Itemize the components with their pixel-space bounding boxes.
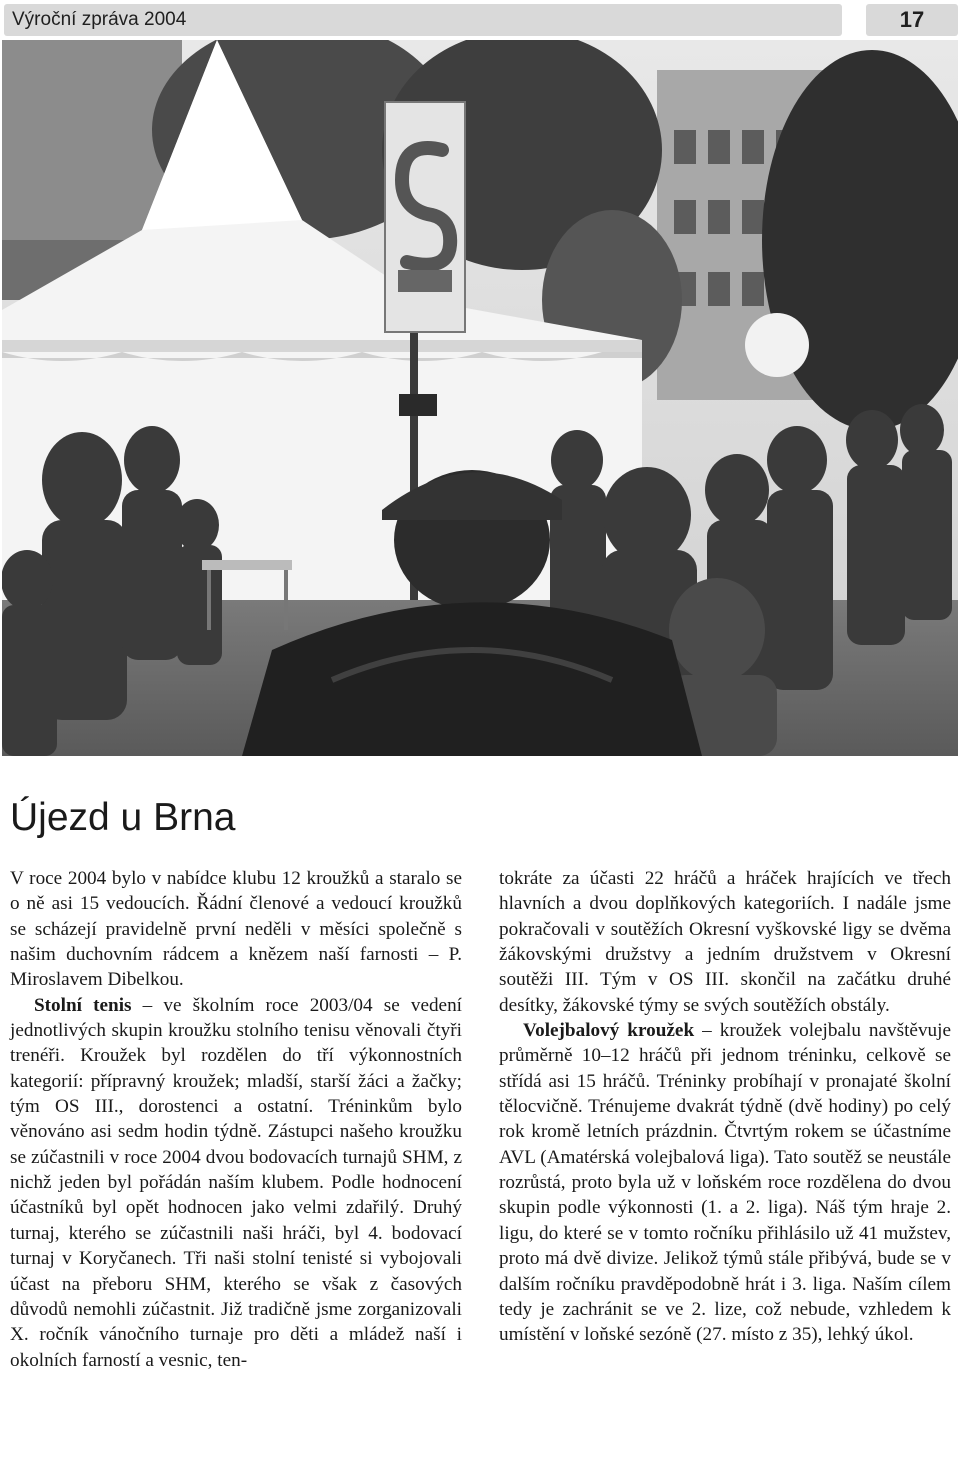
volleyball-paragraph [499,1018,951,1347]
sign-icon [399,394,437,416]
table-tennis-text: – ve školním roce 2003/04 se vedení jednotlivých skupin kroužku stolního tenisu věnovali čtyři trenéři. Kroužek byl rozdělen do tří výkonnostních kategorií: přípravný kroužek; mladší, starší žáci a žačky; tým OS III., dorostenci a ostatní. Tréninkům bylo věnováno asi sedm hodin týdně. Zástupci našeho kroužku se zúčastnili v roce 2004 dvou bodovacích turnajů SHM, z nichž jeden byl pořádán naším klubem. Podle hodnocení účastníků byl opět hodnocen jako velmi zdařilý. Druhý turnaj, kterého se zúčastnili naši hráči, byl 4. bodovací turnaj v Koryčanech. Tři naši stolní tenisté si vybojovali účast na přeboru SHM, kterého se však z časových důvodů nemohli zúčastnit. Již tradičně jsme zorganizovali X. ročník vánočního turnaje pro děti a mládež naší i okolních farností a vesnic, ten- [10,994,462,1371]
page-number: 17 [899,7,925,32]
event-photo [2,40,958,756]
report-title: Výroční zpráva 2004 [12,9,187,30]
event-photo-illustration [2,40,958,756]
left-column [10,866,462,1373]
article-title: Újezd u Brna [10,796,236,839]
header-bar [4,4,842,36]
table-tennis-continued: tokráte za účasti 22 hráčů a hráček hrajících ve třech hlavních a dvou doplňkových kategoriích. I nadále jsme pokračovali v soutěžích Okresní vyškovské ligy se dvěma žákovskými družstvy a jedním družstvem v Okresní soutěži III. Tým v OS III. skončil na začátku druhé desítky, žákovské týmy se svých soutěžích obstály. [499,868,951,1016]
volleyball-text: – kroužek volejbalu navštěvuje průměrně 10–12 hráčů při jednom tréninku, celkově se střídá asi 15 hráčů. Tréninky probíhají v pronajaté školní tělocvičně. Trénujeme dvakrát týdně (dvě hodiny) po celý rok kromě letních prázdnin. Čtvrtým rokem se účastníme AVL (Amatérská volejbalová liga). Tato soutěž se neustále rozrůstá, proto byla už v loňském roce rozdělena do dvou skupin podle výkonnosti (1. a 2. liga). Náš tým hraje 2. ligu, do které se v tomto ročníku přihlásilo už 41 mužstev, proto má dvě divize. Jelikož týmů stále přibývá, bude se v dalším ročníku pravděpodobně hrát i 3. liga. Naším cílem tedy je zachránit se ve 2. lize, což nebude, vzhledem k umístění v loňské sezóně (27. místo z 35), lehký úkol. [499,1020,951,1346]
intro-paragraph: V roce 2004 bylo v nabídce klubu 12 kroužků a staralo se o ně asi 15 vedoucích. Řádní členové a vedoucí kroužků se scházejí pravidelně první neděli v měsíci společně s našim duchovním rádcem a knězem naší farnosti – P. Miroslavem Dibelkou. [10,868,462,991]
right-column [499,866,951,1348]
volleyball-heading: Volejbalový kroužek [523,1020,695,1042]
table-tennis-heading: Stolní tenis [34,994,132,1016]
page-number-box [866,4,958,36]
table-tennis-paragraph [10,993,462,1373]
